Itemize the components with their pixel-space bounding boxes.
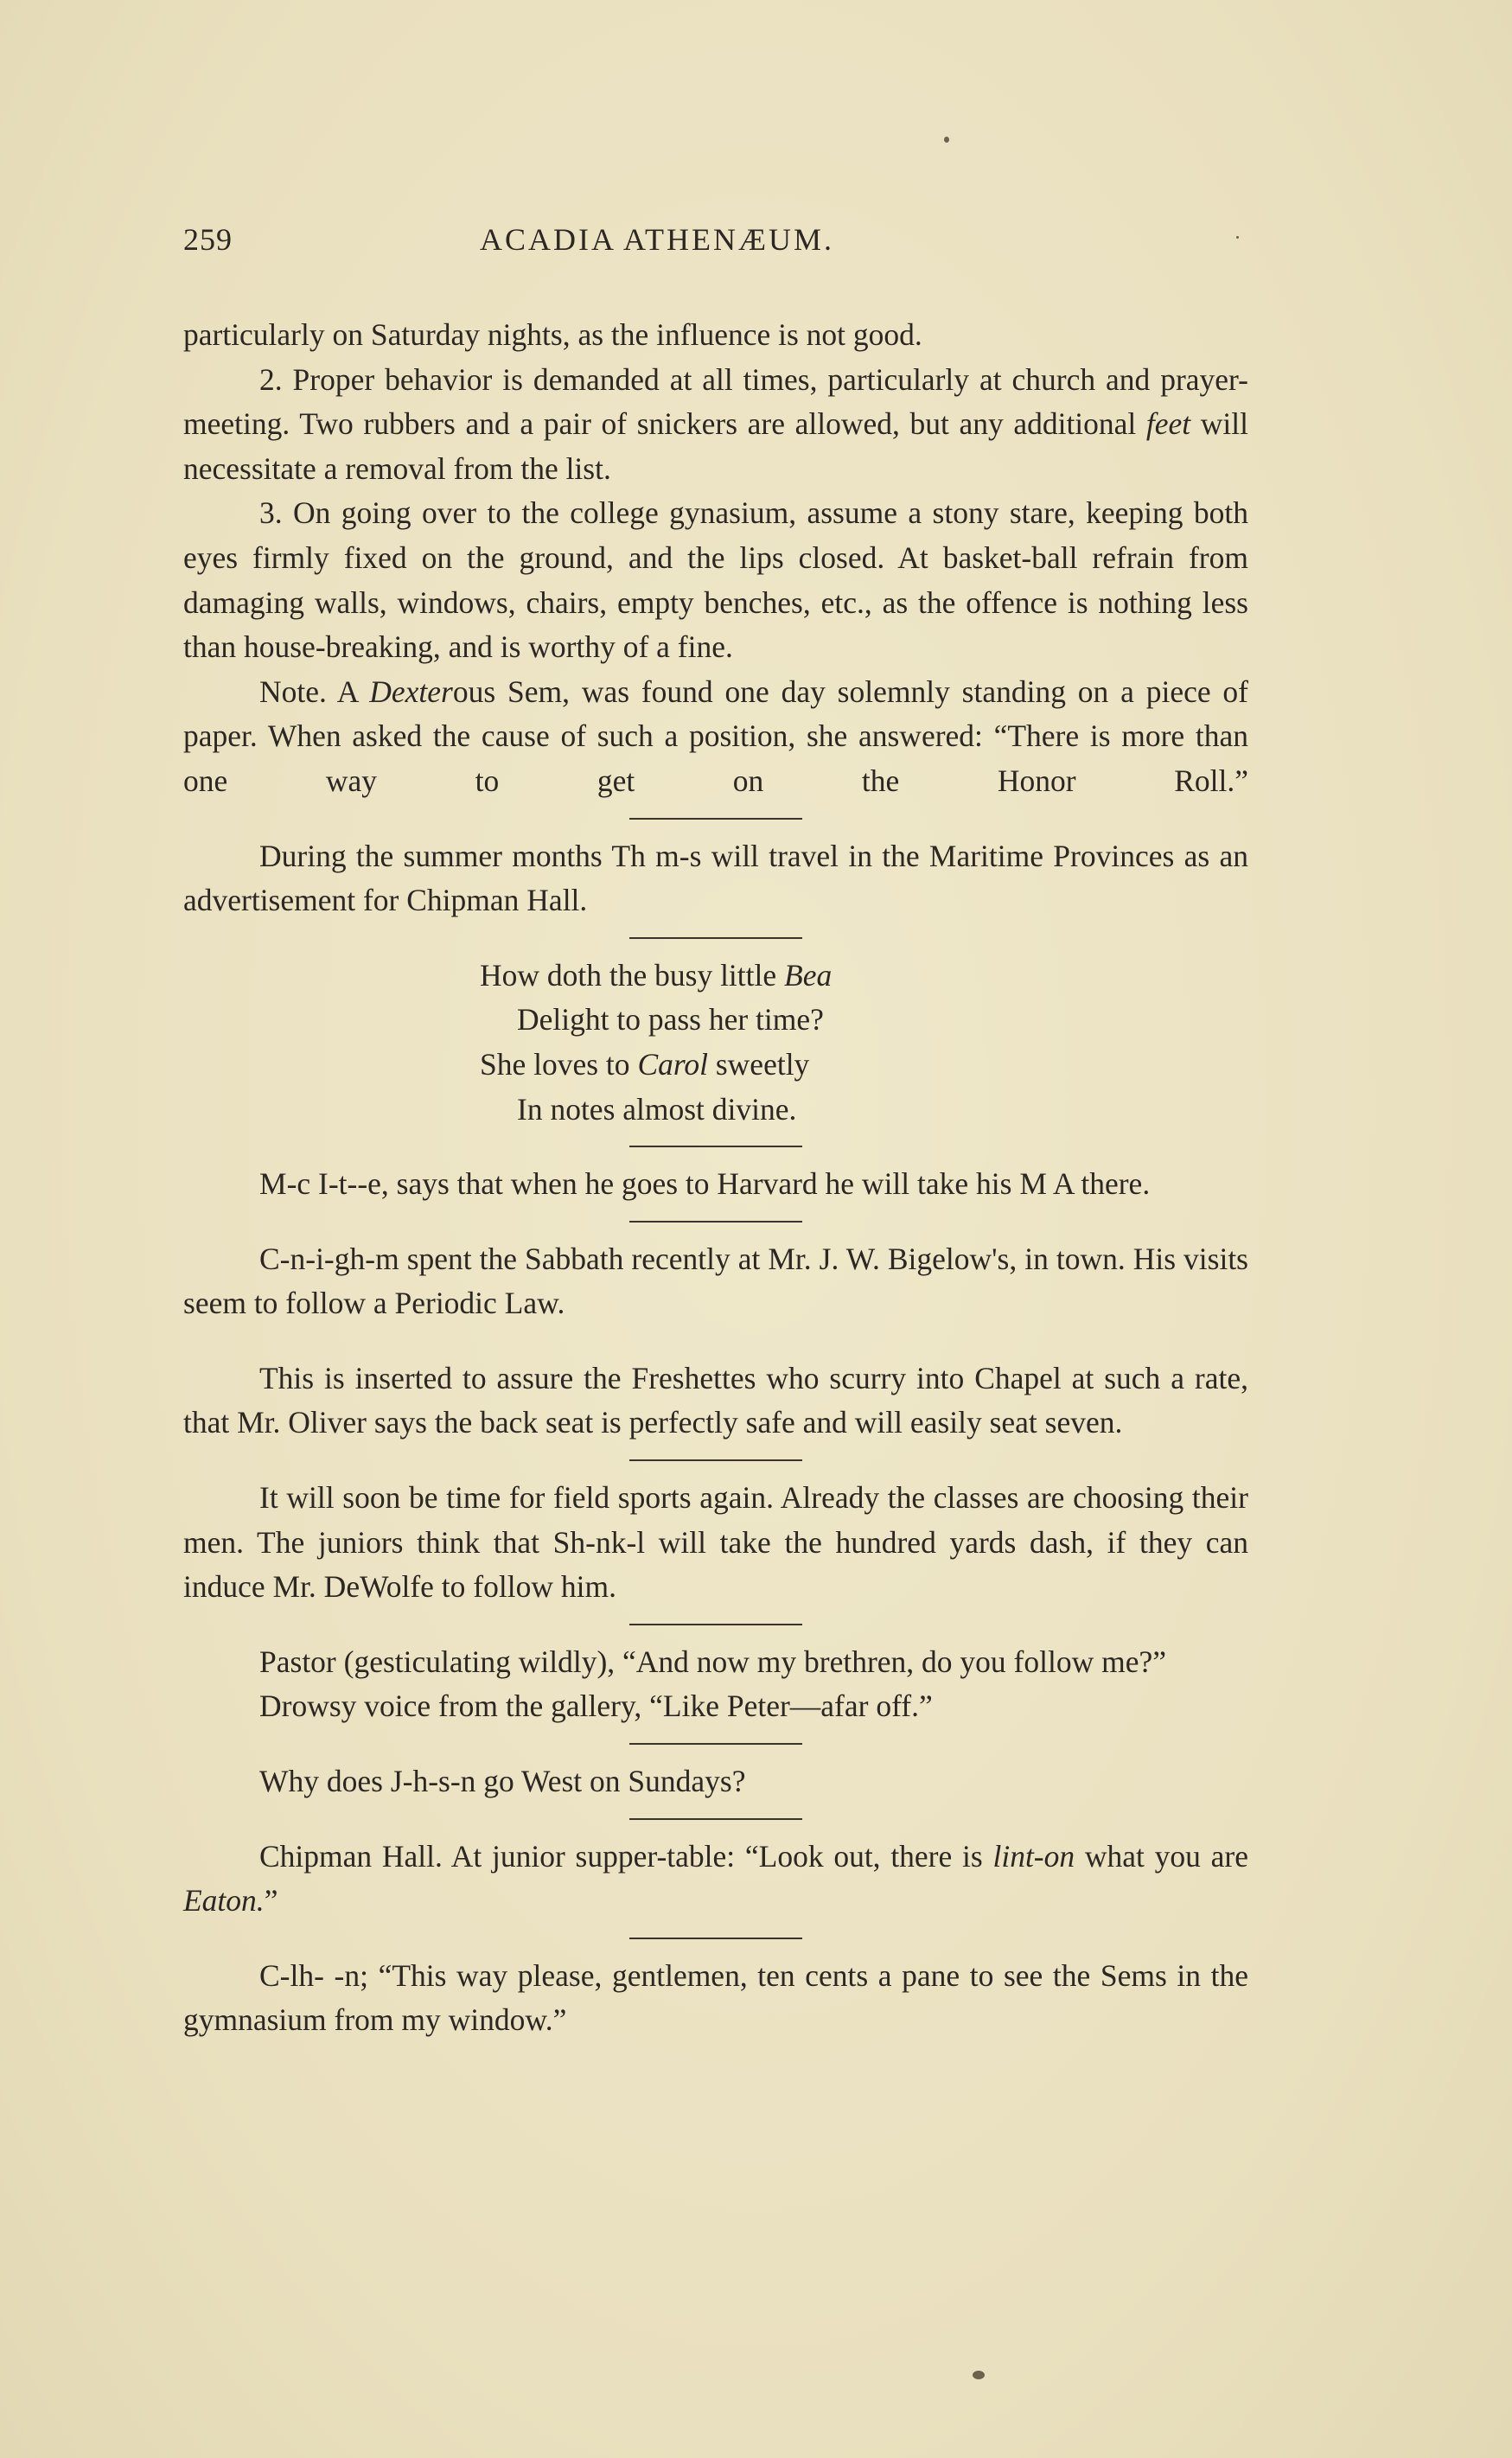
section-divider [629, 1743, 802, 1745]
section-divider [629, 1818, 802, 1820]
pastor-paragraph: Pastor (gesticulating wildly), “And now my brethren, do you follow me?” [259, 1644, 1167, 1679]
italic-eaton: Eaton. [183, 1883, 265, 1919]
section-divider [629, 937, 802, 939]
rule-2-paragraph: 2. Proper behavior is demanded at all times, particularly at church and prayer-meeting. Two rubbers and a pair of snickers are allowed, but any additional feet will necessitate a removal from the list. [183, 361, 1248, 486]
continuation-paragraph: particularly on Saturday nights, as the influence is not good. [183, 317, 922, 352]
poem-line-3: She loves to Carol sweetly [480, 1046, 810, 1082]
page-body [183, 313, 1248, 2043]
poem-line-4: In notes almost divine. [517, 1091, 797, 1127]
field-sports-paragraph: It will soon be time for field sports again. Already the classes are choosing their men. The juniors think that Sh-nk-l will take the hundred yards dash, if they can induce Mr. DeWolfe to follow him. [183, 1480, 1248, 1605]
page-number: 259 [183, 222, 233, 257]
summer-paragraph: During the summer months Th m-s will travel in the Maritime Provinces as an advertisement for Chipman Hall. [183, 838, 1248, 918]
cunningham-paragraph: C-n-i-gh-m spent the Sabbath recently at Mr. J. W. Bigelow's, in town. His visits seem to follow a Periodic Law. [183, 1241, 1248, 1321]
section-divider [629, 818, 802, 820]
colhoun-paragraph: C-lh- -n; “This way please, gentlemen, ten cents a pane to see the Sems in the gymnasium from my window.” [183, 1957, 1248, 2038]
section-divider [629, 1146, 802, 1147]
italic-feet: feet [1145, 406, 1191, 442]
journal-title: ACADIA ATHENÆUM. [480, 222, 835, 257]
section-divider [629, 1624, 802, 1625]
running-header [183, 221, 1248, 265]
section-divider [629, 1221, 802, 1223]
section-divider [629, 1938, 802, 1939]
paper-speck [973, 2371, 985, 2379]
mcitte-paragraph: M-c I-t--e, says that when he goes to Harvard he will take his M A there. [259, 1166, 1151, 1202]
section-divider [629, 1340, 802, 1342]
italic-dexter: Dexter [369, 674, 453, 709]
johnson-paragraph: Why does J-h-s-n go West on Sundays? [259, 1764, 746, 1799]
note-paragraph: Note. A Dexterous Sem, was found one day solemnly standing on a piece of paper. When asked the cause of such a position, she answered: “There is more than one way to get on the Honor Roll.” [183, 674, 1248, 798]
poem-line-1: How doth the busy little Bea [480, 957, 833, 993]
italic-linton: lint-on [992, 1838, 1075, 1874]
section-divider [629, 1459, 802, 1461]
poem-line-2: Delight to pass her time? [517, 1002, 824, 1037]
poem [480, 954, 1248, 1132]
drowsy-paragraph: Drowsy voice from the gallery, “Like Peter—afar off.” [259, 1689, 933, 1724]
rule-3-paragraph: 3. On going over to the college gynasium, assume a stony stare, keeping both eyes firmly fixed on the ground, and the lips closed. At basket-ball refrain from damaging walls, windows, chairs, empty benches, etc., as the offence is nothing less than house-breaking, and is worthy of a fine. [183, 495, 1248, 665]
chipman-paragraph: Chipman Hall. At junior supper-table: “Look out, there is lint-on what you are Eaton.” [183, 1838, 1248, 1919]
paper-speck [944, 137, 949, 143]
freshettes-paragraph: This is inserted to assure the Freshettes who scurry into Chapel at such a rate, that Mr. Oliver says the back seat is perfectly safe and will easily seat seven. [183, 1360, 1248, 1440]
